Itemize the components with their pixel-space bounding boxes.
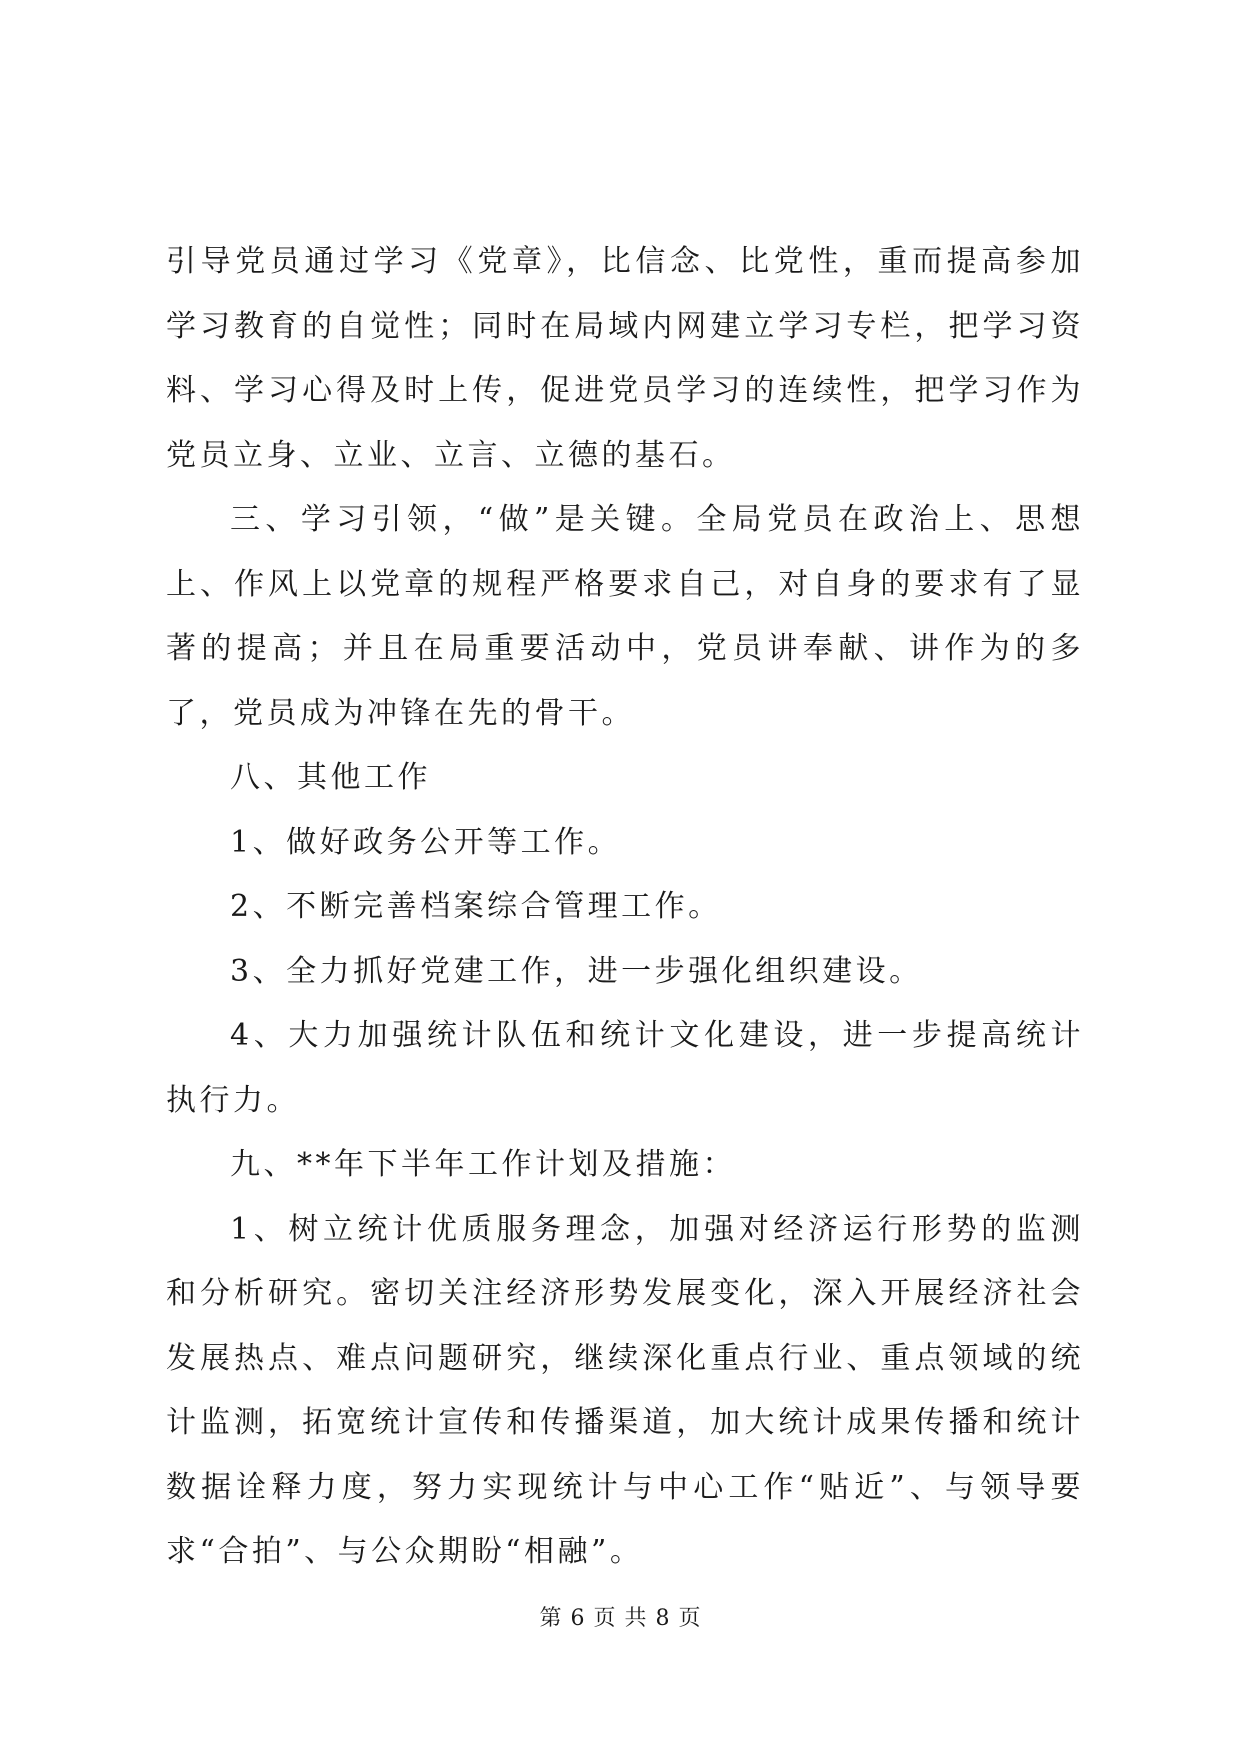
list-item-1: 1、做好政务公开等工作。: [230, 824, 622, 860]
list-item-4: 4、大力加强统计队伍和统计文化建设，进一步提高统计执行力。: [166, 1018, 1084, 1118]
list-item-3: 3、全力抓好党建工作，进一步强化组织建设。: [230, 953, 923, 989]
paragraph-1: 引导党员通过学习《党章》，比信念、比党性，重而提高参加学习教育的自觉性；同时在局域内网建立学习专栏，把学习资料、学习心得及时上传，促进党员学习的连续性，把学习作为党员立身、立业、立言、立德的基石。: [166, 244, 1084, 473]
section-heading-plan: 九、**年下半年工作计划及措施：: [230, 1147, 736, 1182]
document-body: [166, 230, 1084, 1585]
page-number-footer: 第 6 页 共 8 页: [539, 1606, 702, 1631]
plan-item-1: 1、树立统计优质服务理念，加强对经济运行形势的监测和分析研究。密切关注经济形势发展变化，深入开展经济社会发展热点、难点问题研究，继续深化重点行业、重点领域的统计监测，拓宽统计宣传和传播渠道，加大统计成果传播和统计数据诠释力度，努力实现统计与中心工作“贴近”、与领导要求“合拍”、与公众期盼“相融”。: [166, 1211, 1084, 1569]
list-item-2: 2、不断完善档案综合管理工作。: [230, 889, 722, 924]
section-heading-other-work: 八、其他工作: [230, 760, 431, 795]
paragraph-2: 三、学习引领，“做”是关键。全局党员在政治上、思想上、作风上以党章的规程严格要求自己，对自身的要求有了显著的提高；并且在局重要活动中，党员讲奉献、讲作为的多了，党员成为冲锋在先的骨干。: [166, 502, 1084, 731]
